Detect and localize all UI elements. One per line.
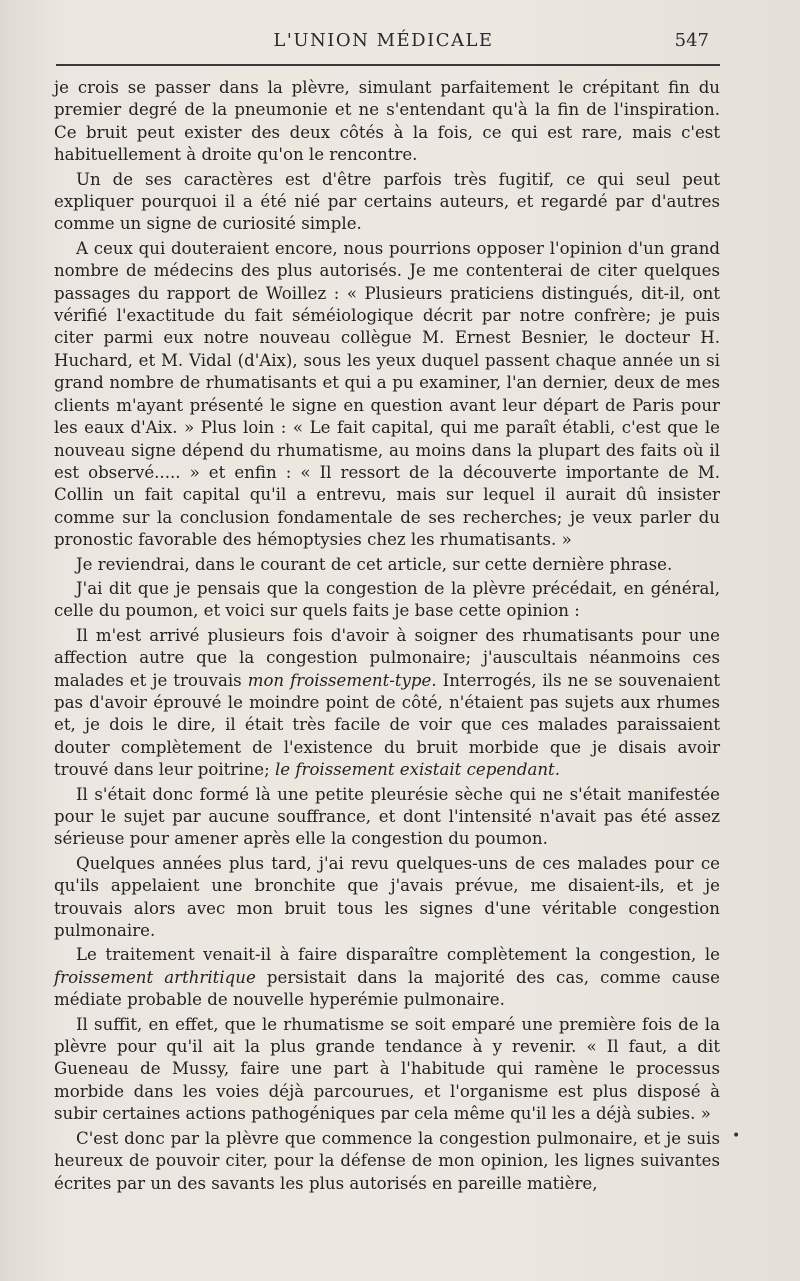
- text-run: persistait dans la majorité des cas, comme cause médiate probable de nouvelle hyperémie pulmonaire.: [54, 967, 720, 1010]
- paragraph: A ceux qui douteraient encore, nous pourrions opposer l'opinion d'un grand nombre de médecins des plus autorisés. Je me contenterai de citer quelques passages du rapport de Woillez : « Plusieurs praticiens distingués, dit-il, ont vérifié l'exactitude du fait séméiologique décrit par notre confrère; je puis citer parmi eux notre nouveau collègue M. Ernest Besnier, le docteur H. Huchard, et M. Vidal (d'Aix), sous les yeux duquel passent chaque année un si grand nombre de rhumatisants et qui a pu examiner, l'an dernier, deux de mes clients m'ayant présenté le signe en question avant leur départ de Paris pour les eaux d'Aix. » Plus loin : « Le fait capital, qui me paraît établi, c'est que le nouveau signe dépend du rhumatisme, au moins dans la plupart des faits où il est observé..... » et enfin : « Il ressort de la découverte importante de M. Collin un fait capital qu'il a entrevu, mais sur lequel il aurait dû insister comme sur la conclusion fondamentale de ses recherches; je veux parler du pronostic favorable des hémoptysies chez les rhumatisants. »: [54, 238, 720, 550]
- text-run: Le traitement venait-il à faire disparaître complètement la congestion, le: [76, 945, 720, 965]
- italic-run: froissement arthritique: [54, 967, 256, 987]
- text-run: Il m'est arrivé plusieurs fois d'avoir à soigner des rhumatisants pour une affection autre que la congestion pulmonaire; j'auscultais néanmoins ces malades et je trouvais: [54, 625, 720, 690]
- text-run: Interrogés, ils ne se souvenaient pas d'avoir éprouvé le moindre point de côté, n'étaient pas sujets aux rhumes et, je dois le dire, il était très facile de voir que ces malades paraissaient douter complètement de l'existence du bruit morbide que je disais avoir trouvé dans leur poitrine;: [54, 670, 720, 780]
- paragraph: C'est donc par la plèvre que commence la congestion pulmonaire, et je suis heureux de pouvoir citer, pour la défense de mon opinion, les lignes suivantes écrites par un des savants les plus autorisés en pareille matière,: [54, 1128, 720, 1193]
- running-title: L'UNION MÉDICALE: [273, 30, 494, 51]
- page-header: [56, 30, 711, 56]
- page-number: 547: [674, 30, 709, 51]
- paragraph: je crois se passer dans la plèvre, simulant parfaitement le crépitant fin du premier degré de la pneumonie et ne s'entendant qu'à la fin de l'inspiration. Ce bruit peut exister des deux côtés à la fois, ce qui est rare, mais c'est habituellement à droite qu'on le rencontre.: [54, 78, 720, 165]
- paragraph: [54, 944, 720, 1011]
- paragraph: Il suffit, en effet, que le rhumatisme se soit emparé une première fois de la plèvre pour qu'il ait la plus grande tendance à y revenir. « Il faut, a dit Gueneau de Mussy, faire une part à l'habitude qui ramène le processus morbide dans les voies déjà parcourues, et l'organisme est plus disposé à subir certaines actions pathogéniques par cela même qu'il les a déjà subies. »: [54, 1014, 720, 1124]
- paragraph: Quelques années plus tard, j'ai revu quelques-uns de ces malades pour ce qu'ils appelaient une bronchite que j'avais prévue, me disaient-ils, et je trouvais alors avec mon bruit tous les signes d'une véritable congestion pulmonaire.: [54, 853, 720, 941]
- margin-mark: •: [732, 1128, 741, 1144]
- paragraph: J'ai dit que je pensais que la congestion de la plèvre précédait, en général, celle du poumon, et voici sur quels faits je base cette opinion :: [54, 578, 720, 621]
- paragraph: [54, 625, 720, 782]
- italic-run: mon froissement-type.: [247, 670, 437, 690]
- paragraph: Je reviendrai, dans le courant de cet article, sur cette dernière phrase.: [76, 554, 673, 574]
- paragraph: Un de ses caractères est d'être parfois très fugitif, ce qui seul peut expliquer pourquoi il a été nié par certains auteurs, et regardé par d'autres comme un signe de curiosité simple.: [54, 169, 720, 234]
- body-text: [54, 77, 720, 1195]
- italic-run: le froissement existait cependant.: [274, 760, 560, 780]
- paragraph: Il s'était donc formé là une petite pleurésie sèche qui ne s'était manifestée pour le sujet par aucune souffrance, et dont l'intensité n'avait pas été assez sérieuse pour amener après elle la congestion du poumon.: [54, 784, 720, 849]
- header-rule: [56, 64, 720, 66]
